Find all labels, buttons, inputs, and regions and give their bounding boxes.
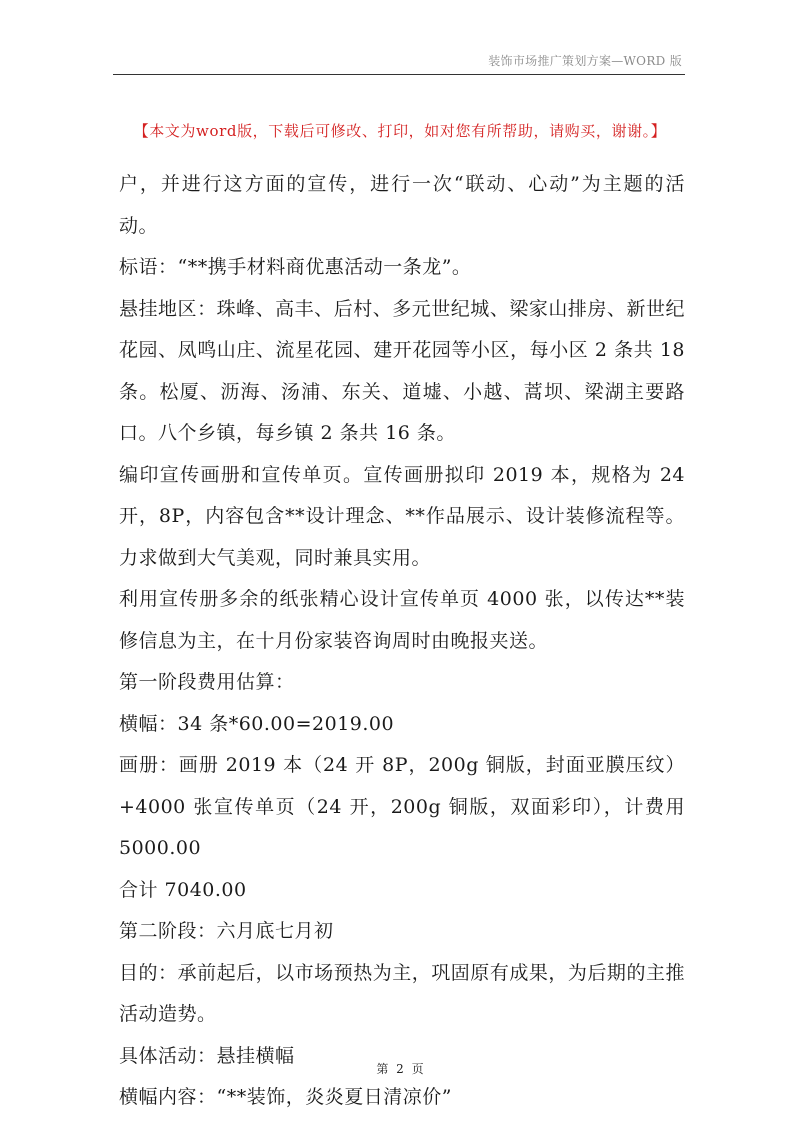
paragraph: 悬挂地区：珠峰、高丰、后村、多元世纪城、梁家山排房、新世纪花园、凤鸣山庄、流星花园、建开花园等小区，每小区 2 条共 18 条。松厦、沥海、汤浦、东关、道墟、小越、蒿坝、梁湖主要路口。八个乡镇，每乡镇 2 条共 16 条。 xyxy=(119,297,685,444)
paragraph: 合计 7040.00 xyxy=(119,878,247,901)
paragraph: 横幅内容：“**装饰，炎炎夏日清凉价” xyxy=(119,1086,452,1108)
paragraph: 第二阶段：六月底七月初 xyxy=(119,920,334,942)
paragraph: 目的：承前起后，以市场预热为主，巩固原有成果，为后期的主推活动造势。 xyxy=(119,961,685,1025)
paragraph: 第一阶段费用估算： xyxy=(119,671,295,693)
header-divider xyxy=(113,74,685,75)
document-body xyxy=(119,164,685,1119)
running-header: 装饰市场推广策划方案—WORD 版 xyxy=(488,54,682,68)
paragraph: 编印宣传画册和宣传单页。宣传画册拟印 2019 本，规格为 24 开，8P，内容包含**设计理念、**作品展示、设计装修流程等。力求做到大气美观，同时兼具实用。 xyxy=(119,463,685,569)
paragraph: 户，并进行这方面的宣传，进行一次“联动、心动”为主题的活动。 xyxy=(119,173,685,237)
purchase-notice: 【本文为word版，下载后可修改、打印，如对您有所帮助，请购买，谢谢。】 xyxy=(133,122,667,140)
paragraph: 横幅：34 条*60.00=2019.00 xyxy=(119,712,395,735)
paragraph: 具体活动：悬挂横幅 xyxy=(119,1044,295,1067)
page-number: 第 2 页 xyxy=(376,1062,424,1076)
paragraph: 标语：“**携手材料商优惠活动一条龙”。 xyxy=(119,256,472,278)
paragraph: 利用宣传册多余的纸张精心设计宣传单页 4000 张，以传达**装修信息为主，在十月份家装咨询周时由晚报夹送。 xyxy=(119,588,685,652)
paragraph: 画册：画册 2019 本（24 开 8P，200g 铜版，封面亚膜压纹）+4000 张宣传单页（24 开，200g 铜版，双面彩印），计费用 5000.00 xyxy=(119,754,685,859)
